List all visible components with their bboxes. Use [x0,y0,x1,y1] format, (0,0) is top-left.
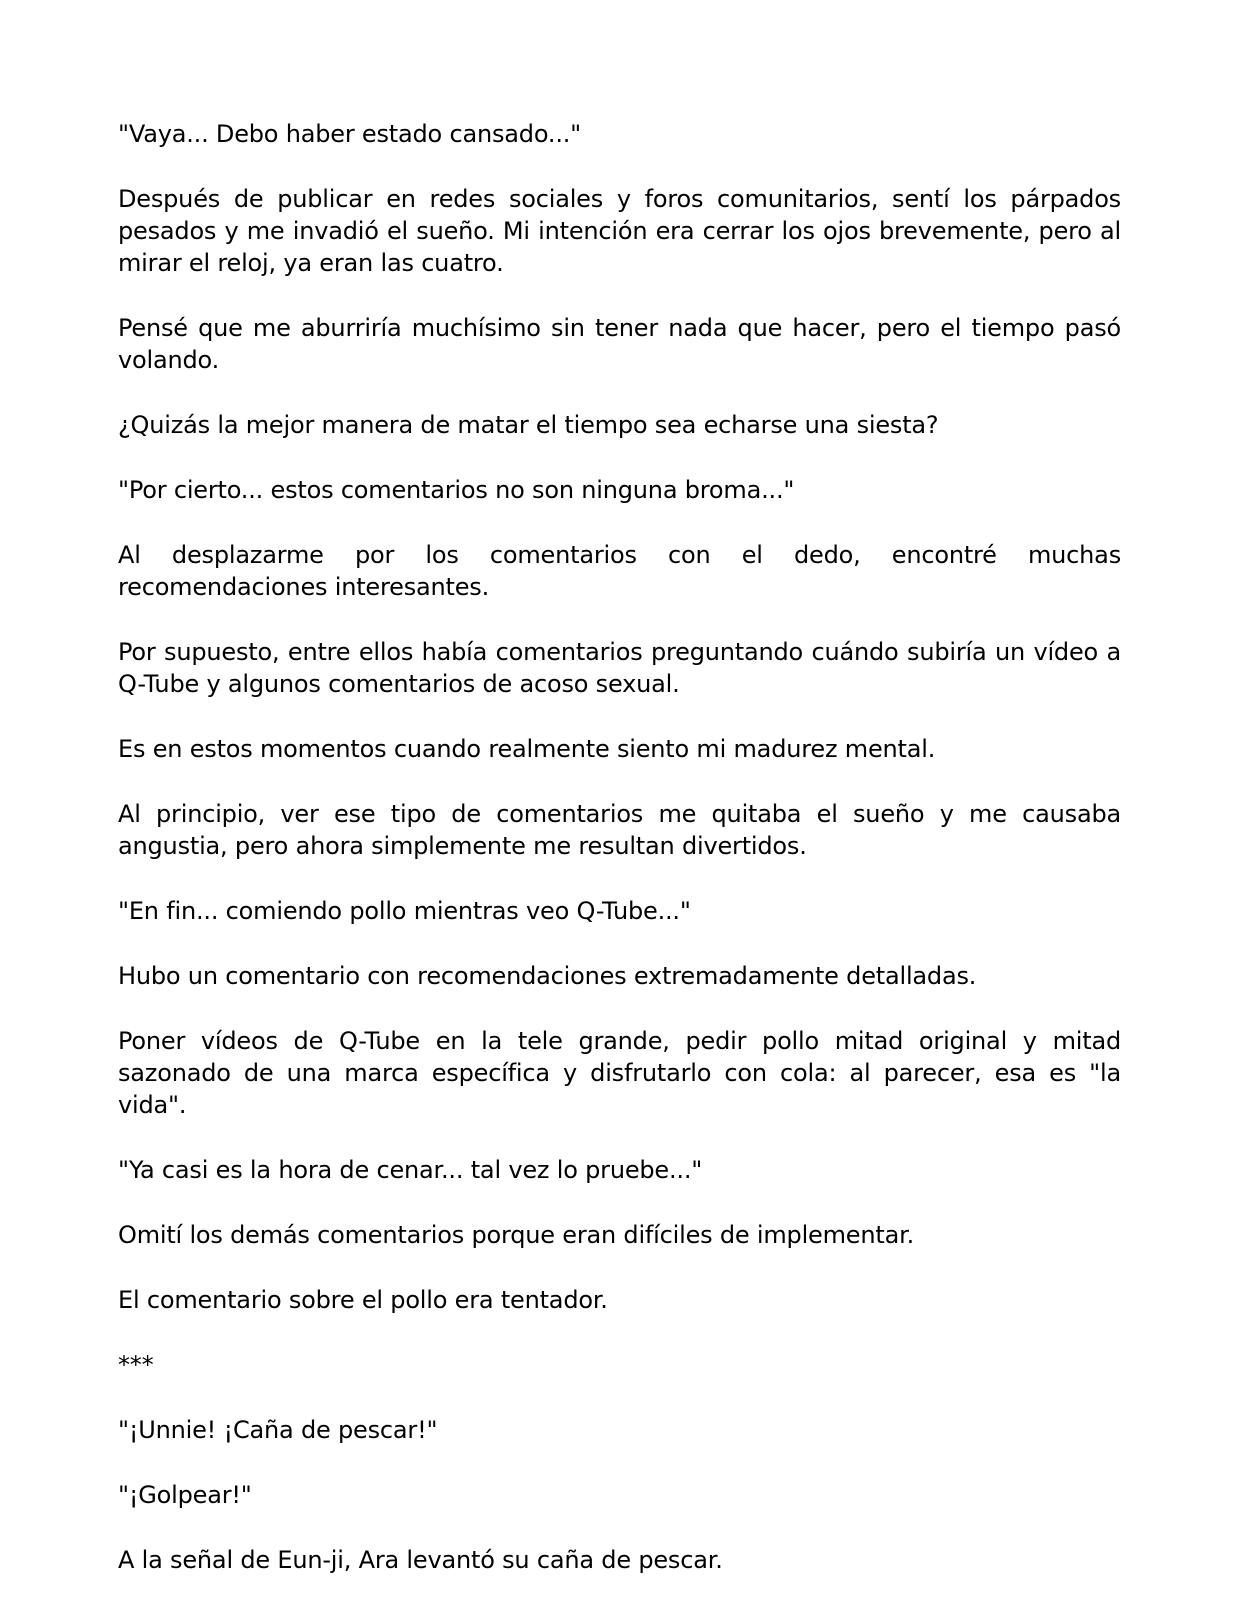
paragraph-3: Pensé que me aburriría muchísimo sin tener nada que hacer, pero el tiempo pasó volando. [118,314,1121,374]
scene-break: *** [118,1351,154,1379]
paragraph-12: Poner vídeos de Q-Tube en la tele grande, pedir pollo mitad original y mitad sazonado de una marca específica y disfrutarlo con cola: al parecer, esa es "la vida". [118,1027,1121,1119]
paragraph-4: ¿Quizás la mejor manera de matar el tiempo sea echarse una siesta? [118,411,939,439]
document-page [118,118,1121,1576]
paragraph-14: Omití los demás comentarios porque eran difíciles de implementar. [118,1221,914,1249]
paragraph-9: Al principio, ver ese tipo de comentarios me quitaba el sueño y me causaba angustia, pero ahora simplemente me resultan divertidos. [118,800,1121,860]
paragraph-5: "Por cierto... estos comentarios no son ninguna broma..." [118,476,795,504]
paragraph-7: Por supuesto, entre ellos había comentarios preguntando cuándo subiría un vídeo a Q-Tube y algunos comentarios de acoso sexual. [118,638,1121,698]
paragraph-19: A la señal de Eun-ji, Ara levantó su caña de pescar. [118,1546,723,1574]
paragraph-6: Al desplazarme por los comentarios con el dedo, encontré muchas recomendaciones interesantes. [118,541,1121,601]
paragraph-11: Hubo un comentario con recomendaciones extremadamente detalladas. [118,962,977,990]
paragraph-15: El comentario sobre el pollo era tentador. [118,1286,608,1314]
paragraph-1: "Vaya... Debo haber estado cansado..." [118,120,582,148]
paragraph-8: Es en estos momentos cuando realmente siento mi madurez mental. [118,735,936,763]
paragraph-2: Después de publicar en redes sociales y foros comunitarios, sentí los párpados pesados y me invadió el sueño. Mi intención era cerrar los ojos brevemente, pero al mirar el reloj, ya eran las cuatro. [118,185,1121,277]
paragraph-18: "¡Golpear!" [118,1481,252,1509]
paragraph-17: "¡Unnie! ¡Caña de pescar!" [118,1416,438,1444]
paragraph-10: "En fin... comiendo pollo mientras veo Q-Tube..." [118,897,691,925]
paragraph-13: "Ya casi es la hora de cenar... tal vez lo pruebe..." [118,1156,703,1184]
